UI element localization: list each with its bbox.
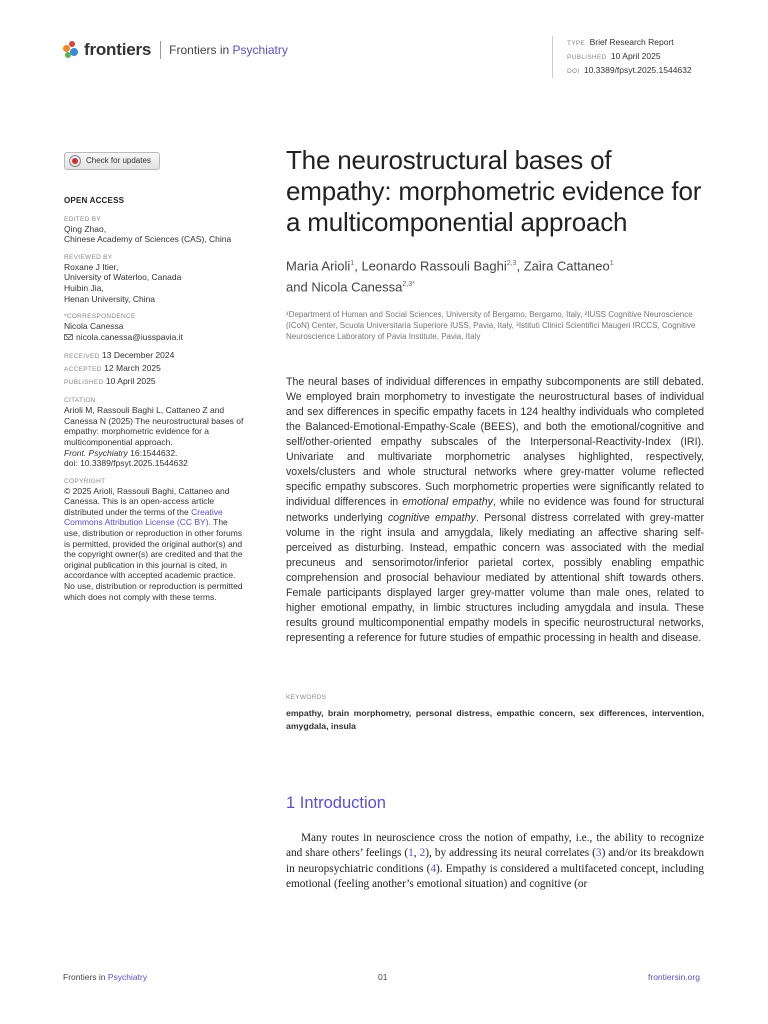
reference-link[interactable]: 3 xyxy=(595,847,602,860)
reviewer-name: Roxane J Itier, xyxy=(64,261,119,272)
cc-by-link[interactable]: Creative Commons Attribution License (CC BY). xyxy=(64,506,223,528)
meta-published: PUBLISHED 10 April 2025 xyxy=(567,51,661,61)
footer-journal: Frontiers in Psychiatry xyxy=(63,972,148,982)
keywords-label: KEYWORDS xyxy=(286,694,327,702)
mail-icon xyxy=(64,334,73,340)
journal-name[interactable]: Frontiers in Psychiatry xyxy=(169,43,288,57)
correspondence-name: Nicola Canessa xyxy=(64,321,124,332)
editor-name: Qing Zhao, xyxy=(64,223,107,234)
reference-link[interactable]: 1 xyxy=(408,847,414,860)
brand-divider xyxy=(160,41,161,59)
frontiers-brand[interactable] xyxy=(63,40,288,60)
author-list: Maria Arioli$^1$, Leonardo Rassouli Baghi$^{2,3}$, Zaira Cattaneo$^1$ and Nicola Canessa$^{2,3*}$ xyxy=(286,258,614,295)
open-access-label: OPEN ACCESS xyxy=(64,196,125,205)
article-meta xyxy=(552,36,692,78)
reviewer-affiliation: Henan University, China xyxy=(64,293,156,304)
keywords: empathy, brain morphometry, personal distress, empathic concern, sex differences, intervention, amygdala, insula xyxy=(286,708,704,732)
citation-label: CITATION xyxy=(64,397,96,405)
citation-text: Arioli M, Rassouli Baghi L, Cattaneo Z and Canessa N (2025) The neurostructural bases of empathy: morphometric evidence for a multicomponential approach. Front. Psychiatry 16:1544632. doi: 10.3389/fpsyt.2025.1544632 xyxy=(64,405,244,469)
meta-type: TYPE Brief Research Report xyxy=(567,37,674,47)
reviewer-affiliation: University of Waterloo, Canada xyxy=(64,272,182,283)
accepted-date: 12 March 2025 xyxy=(104,362,161,373)
author-link[interactable]: Zaira Cattaneo xyxy=(523,258,610,274)
logo-wordmark: frontiers xyxy=(84,40,152,59)
reviewed-by-label: REVIEWED BY xyxy=(64,253,113,261)
reference-link[interactable]: 2 xyxy=(419,847,426,860)
author-link[interactable]: Leonardo Rassouli Baghi xyxy=(361,258,507,274)
reference-link[interactable]: 4 xyxy=(430,862,437,875)
abstract: The neural bases of individual differences in empathy subcomponents are still debated. We employed brain morphometry to investigate the neurostructural bases of individual and sex differences in specific empathy facets in 124 healthy individuals who completed the Balanced-Emotional-Empathy-Scale (BEES), and both the emotional/cognitive and self/other-oriented empathy subscales of the Interpersonal-Reactivity-Index (IRI). Univariate and multivariate morphometric analyses highlighted, respectively, voxels/clusters and whole structural networks where grey-matter volume reflected specific empathy subscores. Such morphometric properties were significantly related to individual differences in emotional empathy, while no evidence was found for structural networks underlying cognitive empathy. Personal distress correlated with grey-matter volume in the right insula and amygdala, likely mediating an affective sharing self-perceived as disturbing. Instead, empathic concern was associated with the medial precuneus and sensorimotor/inferior parietal cortex, possibly enabling empathic comprehension and prosocial behaviour mediated by attentional shift towards others. Female participants displayed larger grey-matter volume than male ones, related to higher emotional empathy, in limbic structures including amygdala and insula. These results ground multicomponential empathy models in specific neurostructural networks, representing a reference for future studies of empathic processing in health and disease. xyxy=(286,375,705,645)
section-heading: 1 Introduction xyxy=(286,794,386,813)
received-date: 13 December 2024 xyxy=(102,350,175,361)
meta-doi: DOI 10.3389/fpsyt.2025.1544632 xyxy=(567,65,692,75)
footer-site-link[interactable]: frontiersin.org xyxy=(648,972,700,982)
sidebar xyxy=(64,152,244,602)
affiliations: ¹Department of Human and Social Sciences, University of Bergamo, Bergamo, Italy, ²IUSS Cognitive Neuroscience (ICoN) Center, Scuola Universitaria Superiore IUSS, Pavia, Italy, ³Istituti Clinici Scientifici Maugeri IRCCS, Cognitive Neuroscience Laboratory of Pavia Institute, Pavia, Italy xyxy=(286,309,696,341)
page-number: 01 xyxy=(378,972,388,982)
copyright-text: © 2025 Arioli, Rassouli Baghi, Cattaneo and Canessa. This is an open-access article distributed under the terms of the Creative Commons Attribution License (CC BY). The use, distribution or reproduction in other forums is permitted, provided the original author(s) and the copyright owner(s) are credited and that the original publication in this journal is cited, in accordance with accepted academic practice. No use, distribution or reproduction is permitted which does not comply with these terms. xyxy=(64,485,243,602)
published-date: 10 April 2025 xyxy=(105,375,156,386)
correspondence-email-link[interactable]: nicola.canessa@iusspavia.it xyxy=(64,332,244,343)
copyright-label: COPYRIGHT xyxy=(64,477,106,485)
check-updates-icon xyxy=(69,155,81,167)
correspondence-label: *CORRESPONDENCE xyxy=(64,313,136,321)
dates-block: RECEIVED 13 December 2024 ACCEPTED 12 March 2025 PUBLISHED 10 April 2025 xyxy=(64,350,175,386)
check-updates-button[interactable]: Check for updates xyxy=(64,152,160,170)
frontiers-logo-icon xyxy=(63,41,81,59)
article-main xyxy=(286,145,704,892)
reviewer-name: Huibin Jia, xyxy=(64,282,104,293)
article-title: The neurostructural bases of empathy: morphometric evidence for a multicomponential approach xyxy=(286,145,702,237)
introduction-paragraph: Many routes in neuroscience cross the notion of empathy, i.e., the ability to recognize and share others’ feelings (1, 2), by addressing its neural correlates (3) and/or its breakdown in neuropsychiatric conditions (4). Empathy is considered a multifaceted concept, including emotional (feeling another’s emotional situation) and cognitive (or xyxy=(286,832,705,890)
edited-by-label: EDITED BY xyxy=(64,215,102,223)
author-link[interactable]: Maria Arioli xyxy=(286,258,351,274)
editor-affiliation: Chinese Academy of Sciences (CAS), China xyxy=(64,234,232,245)
author-link[interactable]: Nicola Canessa xyxy=(311,279,403,295)
